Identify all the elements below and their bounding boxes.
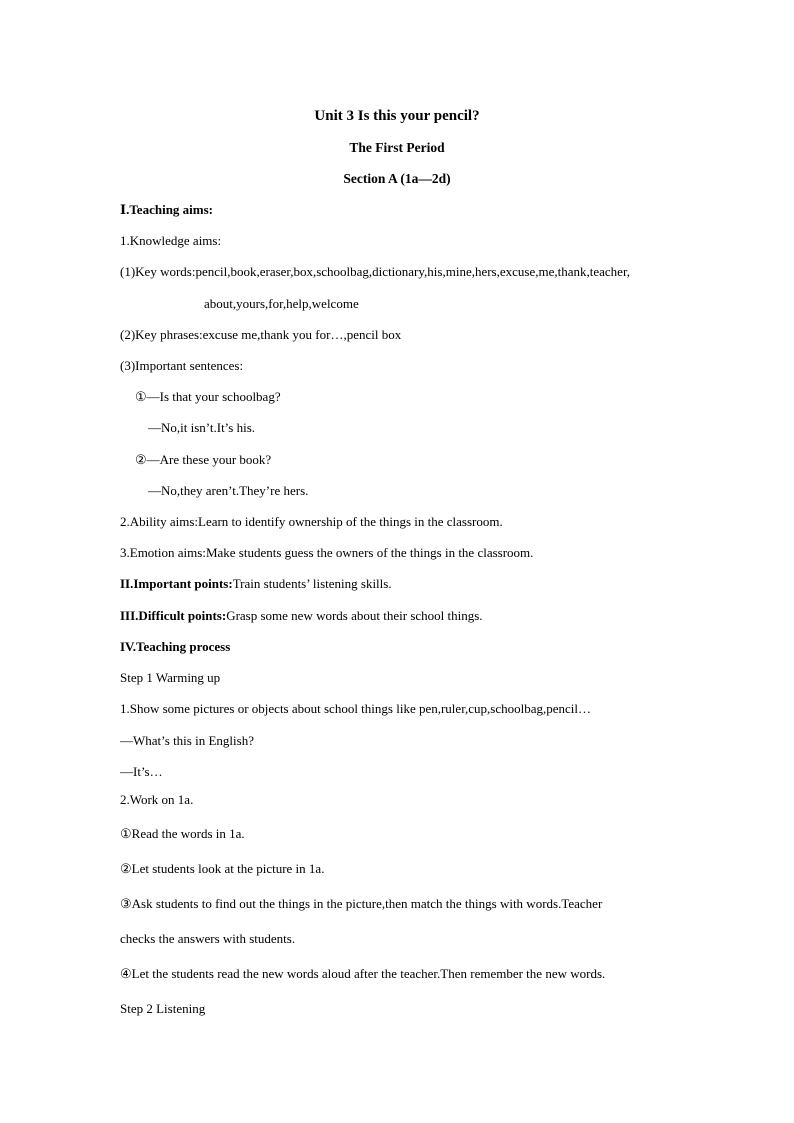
key-words-line-2: about,yours,for,help,welcome xyxy=(204,296,359,311)
difficult-points-text: Grasp some new words about their school things. xyxy=(226,608,483,623)
page-title: Unit 3 Is this your pencil? xyxy=(314,108,480,124)
step-1-item-2: 2.Work on 1a. xyxy=(120,792,194,807)
important-points-text: Train students’ listening skills. xyxy=(232,576,392,591)
knowledge-aims-heading: 1.Knowledge aims: xyxy=(120,233,222,248)
ability-aims: 2.Ability aims:Learn to identify ownership of the things in the classroom. xyxy=(120,514,503,529)
sub-step-2: ②Let students look at the picture in 1a. xyxy=(120,861,325,876)
teaching-process-heading: IV.Teaching process xyxy=(120,639,231,654)
sub-step-1: ①Read the words in 1a. xyxy=(120,826,245,841)
teaching-aims-heading: Ⅰ.Teaching aims: xyxy=(120,202,213,217)
key-words-line-1: (1)Key words:pencil,book,eraser,box,schoolbag,dictionary,his,mine,hers,excuse,me,thank,teacher, xyxy=(120,264,631,279)
important-points-label: II.Important points: xyxy=(120,576,233,591)
important-sentences-heading: (3)Important sentences: xyxy=(120,358,244,373)
important-points xyxy=(120,576,392,592)
sentence-2-question: ②—Are these your book? xyxy=(135,452,272,467)
sentence-2-answer: —No,they aren’t.They’re hers. xyxy=(148,483,309,498)
dialogue-question: —What’s this in English? xyxy=(120,733,254,748)
step-1-heading: Step 1 Warming up xyxy=(120,670,221,685)
sentence-1-question: ①—Is that your schoolbag? xyxy=(135,389,281,404)
sub-step-3-line-2: checks the answers with students. xyxy=(120,931,296,946)
difficult-points xyxy=(120,608,483,624)
step-2-heading: Step 2 Listening xyxy=(120,1001,206,1016)
sub-step-3-line-1: ③Ask students to find out the things in the picture,then match the things with words.Teacher xyxy=(120,896,603,911)
step-1-item-1: 1.Show some pictures or objects about school things like pen,ruler,cup,schoolbag,pencil… xyxy=(120,701,591,716)
period-heading: The First Period xyxy=(349,140,445,155)
sentence-1-answer: —No,it isn’t.It’s his. xyxy=(148,420,256,435)
sub-step-4: ④Let the students read the new words aloud after the teacher.Then remember the new words. xyxy=(120,966,606,981)
key-phrases: (2)Key phrases:excuse me,thank you for…,pencil box xyxy=(120,327,402,342)
difficult-points-label: III.Difficult points: xyxy=(120,608,227,623)
emotion-aims: 3.Emotion aims:Make students guess the owners of the things in the classroom. xyxy=(120,545,534,560)
dialogue-answer: —It’s… xyxy=(120,764,163,779)
section-heading: Section A (1a—2d) xyxy=(343,171,451,186)
